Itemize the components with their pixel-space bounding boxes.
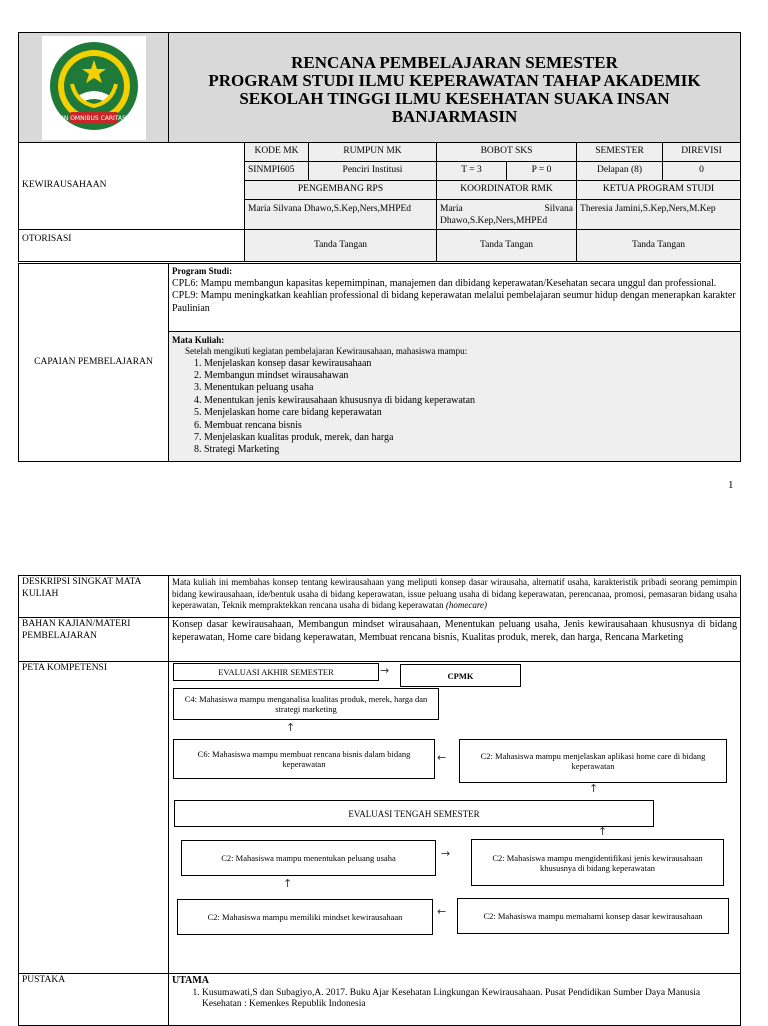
bahan-text: Konsep dasar kewirausahaan, Membangun mindset wirausahaan, Menentukan peluang usaha, Jenis kewirausahaan khususnya di bidang keperawatan, Home care bidang keperawatan, Membuat rencana bisnis, Kualitas produk, merek, dan harga, Rencana Marketing [169, 618, 741, 662]
prodi-section [169, 264, 741, 332]
title-line-4: BANJARMASIN [391, 107, 518, 126]
evaluasi-akhir-box: EVALUASI AKHIR SEMESTER [173, 663, 379, 681]
signature-koordinator: Tanda Tangan [437, 230, 577, 262]
peta-kompetensi-diagram [169, 662, 741, 974]
deskripsi-body: Mata kuliah ini membahas konsep tentang kewirausahaan yang meliputi konsep dasar wirausaha, alternatif usaha, karakteristik pribadi seorang pemimpin bidang kewirausahaan, ide/bentuk usaha di bidang keperawatan, issue peluang usaha di bidang keperawatan, perencanaa, promosi, pemasaran bidang usaha keperawatan, Teknik mempraktekkan rencana usaha di bidang keperawatan [172, 577, 737, 610]
semester-header: SEMESTER [577, 143, 663, 162]
arrow-to-cpmk: → [380, 664, 390, 677]
mk-intro: Setelah mengikuti kegiatan pembelajaran Kewirausahaan, mahasiswa mampu: [185, 346, 468, 357]
page2-table [18, 575, 741, 1026]
list-item: 1. Menjelaskan konsep dasar kewirausahaan [204, 358, 737, 370]
list-item: 2. Membangun mindset wirausahawan [204, 370, 737, 382]
kode-mk-value: SINMPI605 [245, 162, 309, 181]
c2-konsep-box: C2: Mahasiswa mampu memahami konsep dasar kewirausahaan [457, 898, 729, 934]
koordinator-first: Maria [440, 204, 463, 214]
pengembang-header: PENGEMBANG RPS [245, 181, 437, 200]
logo-cell [19, 33, 169, 143]
arrow-up-ets: ↑ [598, 825, 608, 838]
koordinator-last: Dhawo,S.Kep,Ners,MHPEd [440, 215, 548, 226]
arrow-up-homecare: ↑ [589, 782, 599, 795]
arrow-left-c6: ← [437, 751, 447, 764]
pengembang-value: Maria Silvana Dhawo,S.Kep,Ners,MHPEd [245, 200, 437, 230]
deskripsi-emphasis: (homecare) [445, 600, 487, 610]
c2-peluang-box: C2: Mahasiswa mampu menentukan peluang usaha [181, 840, 436, 876]
list-item: 1. Kusumawati,S dan Subagiyo,A. 2017. Buku Ajar Kesehatan Lingkungan Kewirausahaan. Pusat Pendidikan Sumber Daya Manusia Kesehatan : Kemenkes Republik Indonesia [202, 988, 737, 1011]
arrow-left-mindset: ← [437, 905, 447, 918]
list-item: 6. Membuat rencana bisnis [204, 420, 737, 432]
arrow-right-jenis: → [441, 847, 451, 860]
c2-homecare-box: C2: Mahasiswa mampu menjelaskan aplikasi home care di bidang keperawatan [459, 739, 727, 783]
koordinator-middle: Silvana [544, 204, 574, 214]
evaluasi-tengah-box: EVALUASI TENGAH SEMESTER [174, 800, 654, 827]
rumpun-mk-value: Penciri Institusi [309, 162, 437, 181]
title-line-1: RENCANA PEMBELAJARAN SEMESTER [291, 53, 618, 72]
list-item: 4. Menentukan jenis kewirausahaan khususnya di bidang keperawatan [204, 395, 737, 407]
mk-heading: Mata Kuliah: [172, 335, 225, 345]
title-line-3: SEKOLAH TINGGI ILMU KESEHATAN SUAKA INSAN [239, 89, 670, 108]
rumpun-mk-header: RUMPUN MK [309, 143, 437, 162]
institution-logo [42, 36, 146, 140]
page-number: 1 [728, 479, 734, 491]
deskripsi-label: DESKRIPSI SINGKAT MATA KULIAH [19, 576, 169, 618]
capaian-label: CAPAIAN PEMBELAJARAN [19, 264, 169, 462]
otorisasi-label: OTORISASI [19, 230, 245, 262]
list-item: 8. Strategi Marketing [204, 444, 737, 456]
c2-jenis-box: C2: Mahasiswa mampu mengidentifikasi jenis kewirausahaan khususnya di bidang keperawatan [471, 839, 724, 886]
koordinator-value [437, 200, 577, 230]
signature-ketua: Tanda Tangan [577, 230, 741, 262]
pustaka-heading: UTAMA [172, 975, 210, 986]
koordinator-header: KOORDINATOR RMK [437, 181, 577, 200]
mata-kuliah-section [169, 332, 741, 462]
sks-praktik: P = 0 [507, 162, 577, 181]
pustaka-list [172, 988, 737, 1011]
cpmk-box: CPMK [400, 664, 521, 687]
document-title-cell [169, 33, 741, 143]
pustaka-section [169, 974, 741, 1026]
c2-mindset-box: C2: Mahasiswa mampu memiliki mindset kewirausahaan [177, 899, 433, 935]
ketua-value: Theresia Jamini,S.Kep,Ners,M.Kep [577, 200, 741, 230]
signature-pengembang: Tanda Tangan [245, 230, 437, 262]
semester-value: Delapan (8) [577, 162, 663, 181]
rps-header-table [18, 32, 741, 143]
list-item: 3. Menentukan peluang usaha [204, 382, 737, 394]
ketua-header: KETUA PROGRAM STUDI [577, 181, 741, 200]
direvisi-header: DIREVISI [663, 143, 741, 162]
learning-outcomes-list [172, 358, 737, 457]
bobot-sks-header: BOBOT SKS [437, 143, 577, 162]
cpl6-text: CPL6: Mampu membangun kapasitas kepemimpinan, manajemen dan dibidang keperawatan/Kesehatan secara unggul dan professional. [172, 277, 717, 289]
peta-label: PETA KOMPETENSI [19, 662, 169, 974]
title-line-2: PROGRAM STUDI ILMU KEPERAWATAN TAHAP AKADEMIK [208, 71, 701, 90]
arrow-up-peluang: ↑ [283, 877, 293, 890]
direvisi-value: 0 [663, 162, 741, 181]
logo-ribbon-text: IN OMNIBUS CARITAS [61, 114, 126, 122]
deskripsi-text [169, 576, 741, 618]
c6-box: C6: Mahasiswa mampu membuat rencana bisnis dalam bidang keperawatan [173, 739, 435, 779]
kode-mk-header: KODE MK [245, 143, 309, 162]
capaian-table [18, 263, 741, 462]
prodi-heading: Program Studi: [172, 266, 233, 276]
list-item: 5. Menjelaskan home care bidang keperawatan [204, 407, 737, 419]
course-info-table [18, 142, 741, 262]
course-name: KEWIRAUSAHAAN [19, 143, 245, 230]
cpl9-text: CPL9: Mampu meningkatkan keahlian professional di bidang keperawatan melalui pembelajaran seumur hidup dengan menerapkan karakter Paulinian [172, 290, 736, 314]
list-item: 7. Menjelaskan kualitas produk, merek, dan harga [204, 432, 737, 444]
pustaka-label: PUSTAKA [19, 974, 169, 1026]
c4-box: C4: Mahasiswa mampu menganalisa kualitas produk, merek, harga dan strategi marketing [173, 688, 439, 720]
bahan-label: BAHAN KAJIAN/MATERI PEMBELAJARAN [19, 618, 169, 662]
sks-teori: T = 3 [437, 162, 507, 181]
arrow-up-c4: ↑ [286, 721, 296, 734]
